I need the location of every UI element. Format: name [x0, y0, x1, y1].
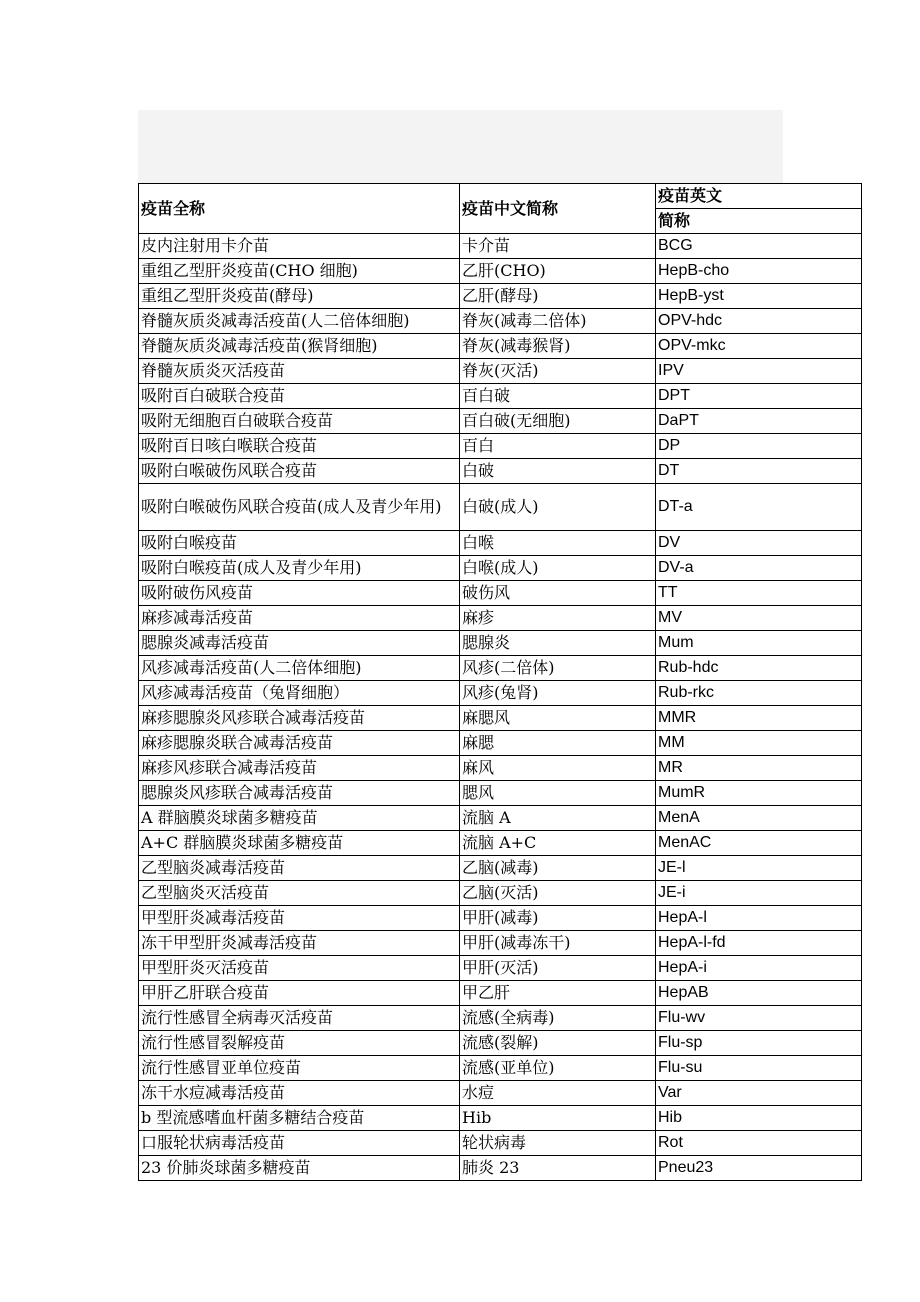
cell-en-abbr: Rub-hdc [656, 656, 862, 681]
header-shade [138, 110, 783, 184]
table-row [139, 409, 862, 434]
table-row [139, 1156, 862, 1181]
cell-en-abbr: OPV-hdc [656, 309, 862, 334]
cell-cn-abbr: 百白破 [460, 384, 656, 409]
cell-en-abbr: HepB-cho [656, 259, 862, 284]
cell-cn-abbr: 白破 [460, 459, 656, 484]
cell-full-name: 腮腺炎风疹联合减毒活疫苗 [139, 781, 460, 806]
cell-cn-abbr: 流感(裂解) [460, 1031, 656, 1056]
cell-cn-abbr: 乙肝(CHO) [460, 259, 656, 284]
table-row [139, 556, 862, 581]
cell-en-abbr: Rub-rkc [656, 681, 862, 706]
cell-full-name: 吸附百白破联合疫苗 [139, 384, 460, 409]
cell-full-name: 腮腺炎减毒活疫苗 [139, 631, 460, 656]
cell-full-name: 麻疹风疹联合减毒活疫苗 [139, 756, 460, 781]
cell-full-name: 脊髓灰质炎减毒活疫苗(人二倍体细胞) [139, 309, 460, 334]
table-row [139, 906, 862, 931]
table-row [139, 1131, 862, 1156]
cell-cn-abbr: 脊灰(减毒猴肾) [460, 334, 656, 359]
cell-full-name: 冻干水痘减毒活疫苗 [139, 1081, 460, 1106]
cell-en-abbr: MR [656, 756, 862, 781]
cell-full-name: 甲肝乙肝联合疫苗 [139, 981, 460, 1006]
table-row [139, 1081, 862, 1106]
cell-cn-abbr: 甲肝(减毒冻干) [460, 931, 656, 956]
cell-full-name: A 群脑膜炎球菌多糖疫苗 [139, 806, 460, 831]
table-row [139, 856, 862, 881]
cell-full-name: 乙型脑炎减毒活疫苗 [139, 856, 460, 881]
table-row [139, 806, 862, 831]
cell-cn-abbr: 麻风 [460, 756, 656, 781]
cell-cn-abbr: 百白破(无细胞) [460, 409, 656, 434]
cell-cn-abbr: 乙肝(酵母) [460, 284, 656, 309]
cell-en-abbr: Flu-wv [656, 1006, 862, 1031]
table-row [139, 656, 862, 681]
cell-full-name: b 型流感嗜血杆菌多糖结合疫苗 [139, 1106, 460, 1131]
cell-full-name: 重组乙型肝炎疫苗(酵母) [139, 284, 460, 309]
table-row [139, 681, 862, 706]
cell-full-name: 脊髓灰质炎减毒活疫苗(猴肾细胞) [139, 334, 460, 359]
cell-full-name: 吸附白喉疫苗 [139, 531, 460, 556]
cell-full-name: 麻疹减毒活疫苗 [139, 606, 460, 631]
cell-cn-abbr: 甲肝(减毒) [460, 906, 656, 931]
cell-en-abbr: IPV [656, 359, 862, 384]
cell-en-abbr: Pneu23 [656, 1156, 862, 1181]
cell-cn-abbr: 流脑 A+C [460, 831, 656, 856]
cell-full-name: 风疹减毒活疫苗（兔肾细胞） [139, 681, 460, 706]
cell-en-abbr: HepAB [656, 981, 862, 1006]
table-row [139, 781, 862, 806]
cell-en-abbr: MumR [656, 781, 862, 806]
cell-cn-abbr: 肺炎 23 [460, 1156, 656, 1181]
table-row [139, 359, 862, 384]
cell-en-abbr: HepA-i [656, 956, 862, 981]
header-en-abbr-line1: 疫苗英文 [656, 184, 861, 209]
cell-full-name: 流行性感冒全病毒灭活疫苗 [139, 1006, 460, 1031]
cell-full-name: 流行性感冒裂解疫苗 [139, 1031, 460, 1056]
cell-full-name: A+C 群脑膜炎球菌多糖疫苗 [139, 831, 460, 856]
cell-cn-abbr: 流感(亚单位) [460, 1056, 656, 1081]
cell-full-name: 皮内注射用卡介苗 [139, 234, 460, 259]
cell-full-name: 乙型脑炎灭活疫苗 [139, 881, 460, 906]
cell-full-name: 23 价肺炎球菌多糖疫苗 [139, 1156, 460, 1181]
cell-en-abbr: Flu-su [656, 1056, 862, 1081]
table-row [139, 234, 862, 259]
cell-cn-abbr: 脊灰(灭活) [460, 359, 656, 384]
table-row [139, 1031, 862, 1056]
table-row [139, 881, 862, 906]
table-row [139, 581, 862, 606]
cell-full-name: 吸附无细胞百白破联合疫苗 [139, 409, 460, 434]
header-en-abbr-line2: 简称 [658, 211, 691, 230]
cell-cn-abbr: 流脑 A [460, 806, 656, 831]
table-row [139, 606, 862, 631]
table-row [139, 631, 862, 656]
cell-en-abbr: DT-a [656, 484, 862, 531]
table-row [139, 706, 862, 731]
cell-full-name: 麻疹腮腺炎联合减毒活疫苗 [139, 731, 460, 756]
cell-cn-abbr: 麻疹 [460, 606, 656, 631]
cell-en-abbr: DT [656, 459, 862, 484]
cell-full-name: 流行性感冒亚单位疫苗 [139, 1056, 460, 1081]
cell-cn-abbr: 乙脑(灭活) [460, 881, 656, 906]
header-full-name: 疫苗全称 [139, 184, 460, 234]
cell-en-abbr: HepA-l [656, 906, 862, 931]
table-row [139, 756, 862, 781]
cell-en-abbr: MM [656, 731, 862, 756]
cell-full-name: 脊髓灰质炎灭活疫苗 [139, 359, 460, 384]
cell-full-name: 口服轮状病毒活疫苗 [139, 1131, 460, 1156]
table-header-row [139, 184, 862, 234]
cell-en-abbr: Var [656, 1081, 862, 1106]
cell-cn-abbr: 流感(全病毒) [460, 1006, 656, 1031]
cell-cn-abbr: 风疹(兔肾) [460, 681, 656, 706]
cell-cn-abbr: 脊灰(减毒二倍体) [460, 309, 656, 334]
cell-en-abbr: MMR [656, 706, 862, 731]
cell-cn-abbr: 麻腮 [460, 731, 656, 756]
cell-cn-abbr: 白喉(成人) [460, 556, 656, 581]
cell-en-abbr: DaPT [656, 409, 862, 434]
cell-full-name: 吸附白喉疫苗(成人及青少年用) [139, 556, 460, 581]
cell-en-abbr: Mum [656, 631, 862, 656]
table-row [139, 434, 862, 459]
cell-cn-abbr: 水痘 [460, 1081, 656, 1106]
table-row [139, 531, 862, 556]
cell-full-name: 吸附破伤风疫苗 [139, 581, 460, 606]
cell-en-abbr: MV [656, 606, 862, 631]
table-row [139, 931, 862, 956]
cell-en-abbr: HepA-l-fd [656, 931, 862, 956]
cell-en-abbr: MenAC [656, 831, 862, 856]
table-row [139, 459, 862, 484]
cell-en-abbr: Flu-sp [656, 1031, 862, 1056]
cell-cn-abbr: 腮腺炎 [460, 631, 656, 656]
cell-full-name: 吸附百日咳白喉联合疫苗 [139, 434, 460, 459]
cell-cn-abbr: 轮状病毒 [460, 1131, 656, 1156]
cell-full-name: 风疹减毒活疫苗(人二倍体细胞) [139, 656, 460, 681]
cell-cn-abbr: 甲肝(灭活) [460, 956, 656, 981]
cell-en-abbr: DV-a [656, 556, 862, 581]
table-row [139, 956, 862, 981]
cell-en-abbr: JE-i [656, 881, 862, 906]
cell-cn-abbr: 白破(成人) [460, 484, 656, 531]
cell-cn-abbr: 麻腮风 [460, 706, 656, 731]
cell-en-abbr: OPV-mkc [656, 334, 862, 359]
table-row [139, 309, 862, 334]
cell-cn-abbr: 破伤风 [460, 581, 656, 606]
table-row [139, 334, 862, 359]
cell-full-name: 重组乙型肝炎疫苗(CHO 细胞) [139, 259, 460, 284]
cell-en-abbr: HepB-yst [656, 284, 862, 309]
table-row [139, 1056, 862, 1081]
cell-cn-abbr: Hib [460, 1106, 656, 1131]
cell-full-name: 吸附白喉破伤风联合疫苗 [139, 459, 460, 484]
cell-en-abbr: DPT [656, 384, 862, 409]
vaccine-abbreviation-table [138, 183, 862, 1181]
table-row [139, 259, 862, 284]
cell-cn-abbr: 乙脑(减毒) [460, 856, 656, 881]
table-row [139, 384, 862, 409]
cell-en-abbr: DP [656, 434, 862, 459]
cell-full-name: 甲型肝炎减毒活疫苗 [139, 906, 460, 931]
cell-en-abbr: Rot [656, 1131, 862, 1156]
cell-cn-abbr: 风疹(二倍体) [460, 656, 656, 681]
cell-en-abbr: DV [656, 531, 862, 556]
header-cn-abbr: 疫苗中文简称 [460, 184, 656, 234]
table-row [139, 1006, 862, 1031]
cell-cn-abbr: 白喉 [460, 531, 656, 556]
cell-en-abbr: JE-l [656, 856, 862, 881]
cell-cn-abbr: 甲乙肝 [460, 981, 656, 1006]
cell-cn-abbr: 腮风 [460, 781, 656, 806]
cell-en-abbr: TT [656, 581, 862, 606]
table-row [139, 484, 862, 531]
cell-full-name: 甲型肝炎灭活疫苗 [139, 956, 460, 981]
cell-cn-abbr: 百白 [460, 434, 656, 459]
table-row [139, 831, 862, 856]
table-row [139, 1106, 862, 1131]
table-row [139, 981, 862, 1006]
cell-full-name: 吸附白喉破伤风联合疫苗(成人及青少年用) [139, 484, 460, 531]
cell-full-name: 冻干甲型肝炎减毒活疫苗 [139, 931, 460, 956]
cell-full-name: 麻疹腮腺炎风疹联合减毒活疫苗 [139, 706, 460, 731]
table-row [139, 284, 862, 309]
header-en-abbr [656, 184, 862, 234]
cell-cn-abbr: 卡介苗 [460, 234, 656, 259]
cell-en-abbr: Hib [656, 1106, 862, 1131]
cell-en-abbr: MenA [656, 806, 862, 831]
table-row [139, 731, 862, 756]
cell-en-abbr: BCG [656, 234, 862, 259]
